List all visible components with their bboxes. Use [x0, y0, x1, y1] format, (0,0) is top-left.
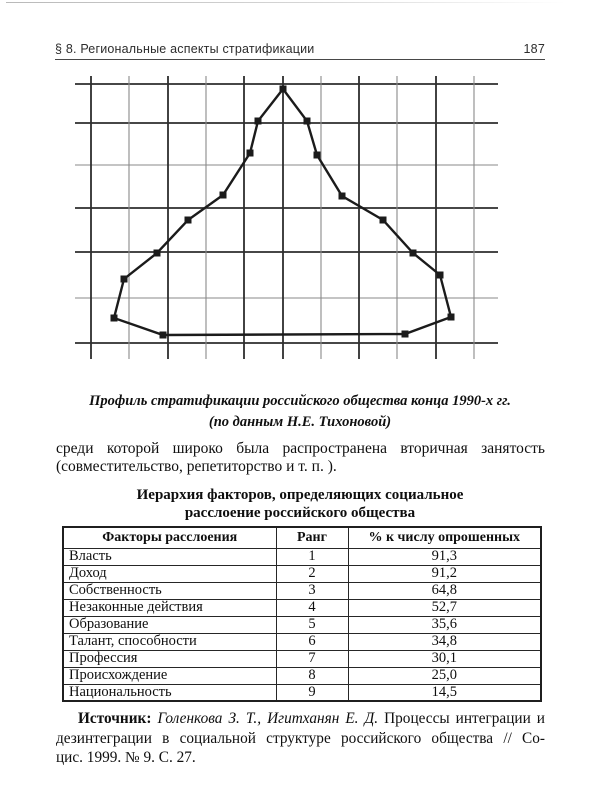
vertex-marker	[154, 250, 161, 257]
source-authors: Голенкова З. Т., Игитханян Е. Д.	[157, 710, 379, 727]
vertex-marker	[402, 331, 409, 338]
table-row	[63, 650, 541, 667]
percent-cell: 91,3	[348, 548, 541, 565]
table-row	[63, 599, 541, 616]
stratification-profile-chart	[55, 72, 515, 364]
page-number: 187	[523, 42, 545, 56]
source-label: Источник:	[78, 710, 152, 727]
rank-cell: 1	[276, 548, 348, 565]
source-line-1-tail: Процессы интеграции и	[384, 710, 545, 727]
col-header-factors: Факторы расслоения	[63, 527, 276, 548]
table-title	[55, 486, 545, 522]
vertex-marker	[160, 332, 167, 339]
scan-edge	[6, 2, 566, 3]
percent-cell: 64,8	[348, 582, 541, 599]
vertex-marker	[121, 276, 128, 283]
factor-cell: Незаконные действия	[63, 599, 276, 616]
source-line-3: цис. 1999. № 9. С. 27.	[56, 749, 196, 766]
source-note	[56, 709, 545, 768]
table-row	[63, 667, 541, 684]
rank-cell: 3	[276, 582, 348, 599]
source-line-2: дезинтеграции в социальной структуре российского общества // Со-	[56, 729, 545, 747]
vertex-marker	[280, 86, 287, 93]
rank-cell: 7	[276, 650, 348, 667]
table-title-line-2: расслоение российского общества	[184, 505, 416, 521]
vertex-marker	[247, 150, 254, 157]
rank-cell: 8	[276, 667, 348, 684]
table-row	[63, 684, 541, 701]
col-header-rank: Ранг	[276, 527, 348, 548]
section-heading: § 8. Региональные аспекты стратификации	[55, 42, 315, 56]
percent-cell: 91,2	[348, 565, 541, 582]
rank-cell: 6	[276, 633, 348, 650]
table-row	[63, 616, 541, 633]
factor-cell: Власть	[63, 548, 276, 565]
vertex-marker	[314, 152, 321, 159]
factors-table	[62, 526, 542, 702]
vertex-marker	[339, 193, 346, 200]
figure-caption-line-1: Профиль стратификации российского общества конца 1990-х гг.	[89, 393, 511, 409]
rank-cell: 5	[276, 616, 348, 633]
source-line-1	[56, 709, 545, 729]
table-row	[63, 582, 541, 599]
percent-cell: 14,5	[348, 684, 541, 701]
table-row	[63, 633, 541, 650]
factor-cell: Собственность	[63, 582, 276, 599]
percent-cell: 30,1	[348, 650, 541, 667]
body-line-2: (совместительство, репетиторство и т. п. ).	[56, 457, 337, 475]
vertex-marker	[380, 217, 387, 224]
factor-cell: Образование	[63, 616, 276, 633]
vertex-marker	[220, 192, 227, 199]
percent-cell: 34,8	[348, 633, 541, 650]
col-header-percent: % к числу опрошенных	[348, 527, 541, 548]
vertex-marker	[255, 118, 262, 125]
factor-cell: Профессия	[63, 650, 276, 667]
percent-cell: 52,7	[348, 599, 541, 616]
table-row	[63, 548, 541, 565]
factors-table-body	[63, 548, 541, 701]
factor-cell: Доход	[63, 565, 276, 582]
body-paragraph	[56, 440, 545, 475]
percent-cell: 25,0	[348, 667, 541, 684]
vertex-marker	[437, 272, 444, 279]
rank-cell: 4	[276, 599, 348, 616]
vertex-marker	[304, 118, 311, 125]
body-line-1: среди которой широко была распространена вторичная занятость	[56, 440, 545, 457]
percent-cell: 35,6	[348, 616, 541, 633]
factors-table-header-row	[63, 527, 541, 548]
figure-caption	[55, 391, 545, 433]
factor-cell: Национальность	[63, 684, 276, 701]
running-header	[55, 42, 545, 60]
vertex-marker	[111, 315, 118, 322]
table-row	[63, 565, 541, 582]
figure-caption-line-2: (по данным Н.Е. Тихоновой)	[208, 414, 392, 430]
stratification-profile-figure	[55, 72, 515, 364]
rank-cell: 2	[276, 565, 348, 582]
factor-cell: Происхождение	[63, 667, 276, 684]
vertex-marker	[185, 217, 192, 224]
factor-cell: Талант, способности	[63, 633, 276, 650]
rank-cell: 9	[276, 684, 348, 701]
table-title-line-1: Иерархия факторов, определяющих социальное	[136, 487, 464, 503]
vertex-marker	[410, 250, 417, 257]
vertex-marker	[448, 314, 455, 321]
